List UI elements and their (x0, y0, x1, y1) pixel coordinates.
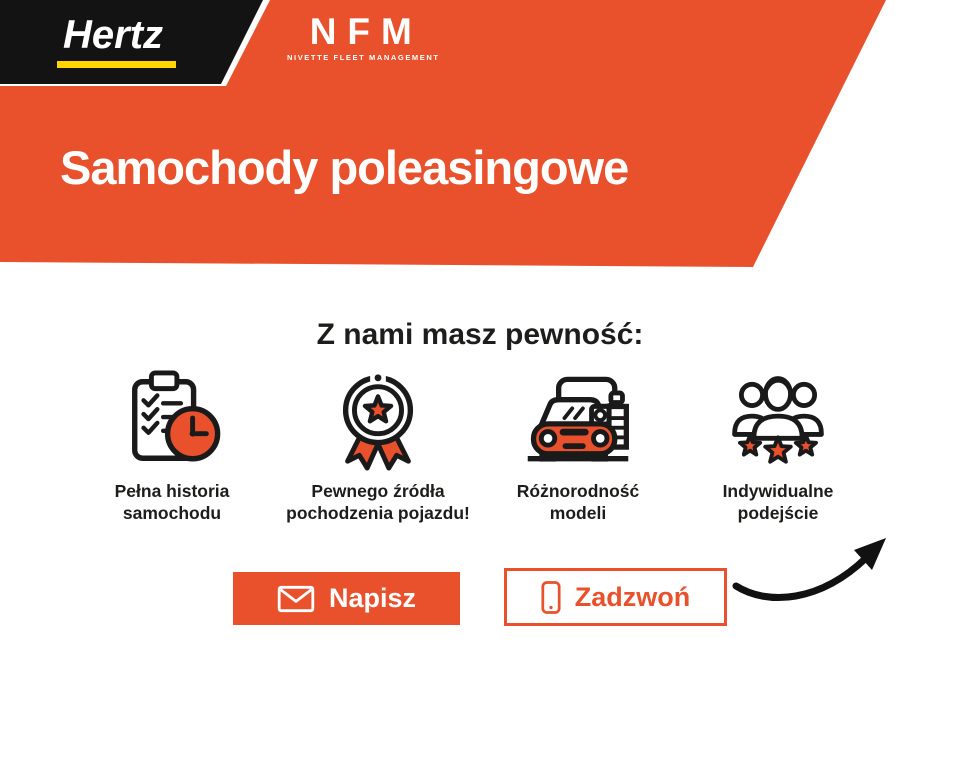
hertz-logo (57, 13, 176, 68)
feature-label: Indywidualne podejście (722, 481, 834, 524)
feature-car-history (67, 366, 277, 525)
envelope-icon (277, 585, 315, 613)
section-heading: Z nami masz pewność: (316, 318, 644, 351)
hertz-logo-text: Hertz (63, 13, 164, 57)
call-button-label: Zadzwoń (574, 581, 691, 612)
write-button-label: Napisz (328, 583, 417, 613)
team-stars-icon (673, 366, 883, 474)
clipboard-clock-icon (67, 366, 277, 474)
feature-label: Pełna historia samochodu (114, 481, 230, 524)
curved-arrow-icon (730, 536, 890, 612)
feature-model-variety (473, 366, 683, 525)
call-button[interactable] (504, 568, 727, 626)
write-button[interactable] (233, 572, 460, 625)
nfm-logo (287, 13, 440, 62)
feature-certain-origin (273, 366, 483, 525)
feature-label: Pewnego źródła pochodzenia pojazdu! (286, 481, 470, 524)
nfm-logo-text: NFM (309, 11, 423, 52)
feature-label: Różnorodność modeli (516, 481, 640, 524)
feature-individual-approach (673, 366, 883, 525)
page-title: Samochody poleasingowe (60, 141, 629, 194)
hertz-yellow-underline (57, 61, 176, 68)
medal-star-icon (273, 366, 483, 474)
nfm-logo-subtitle: NIVETTE FLEET MANAGEMENT (287, 53, 440, 62)
cars-icon (473, 366, 683, 474)
smartphone-icon (541, 580, 561, 615)
